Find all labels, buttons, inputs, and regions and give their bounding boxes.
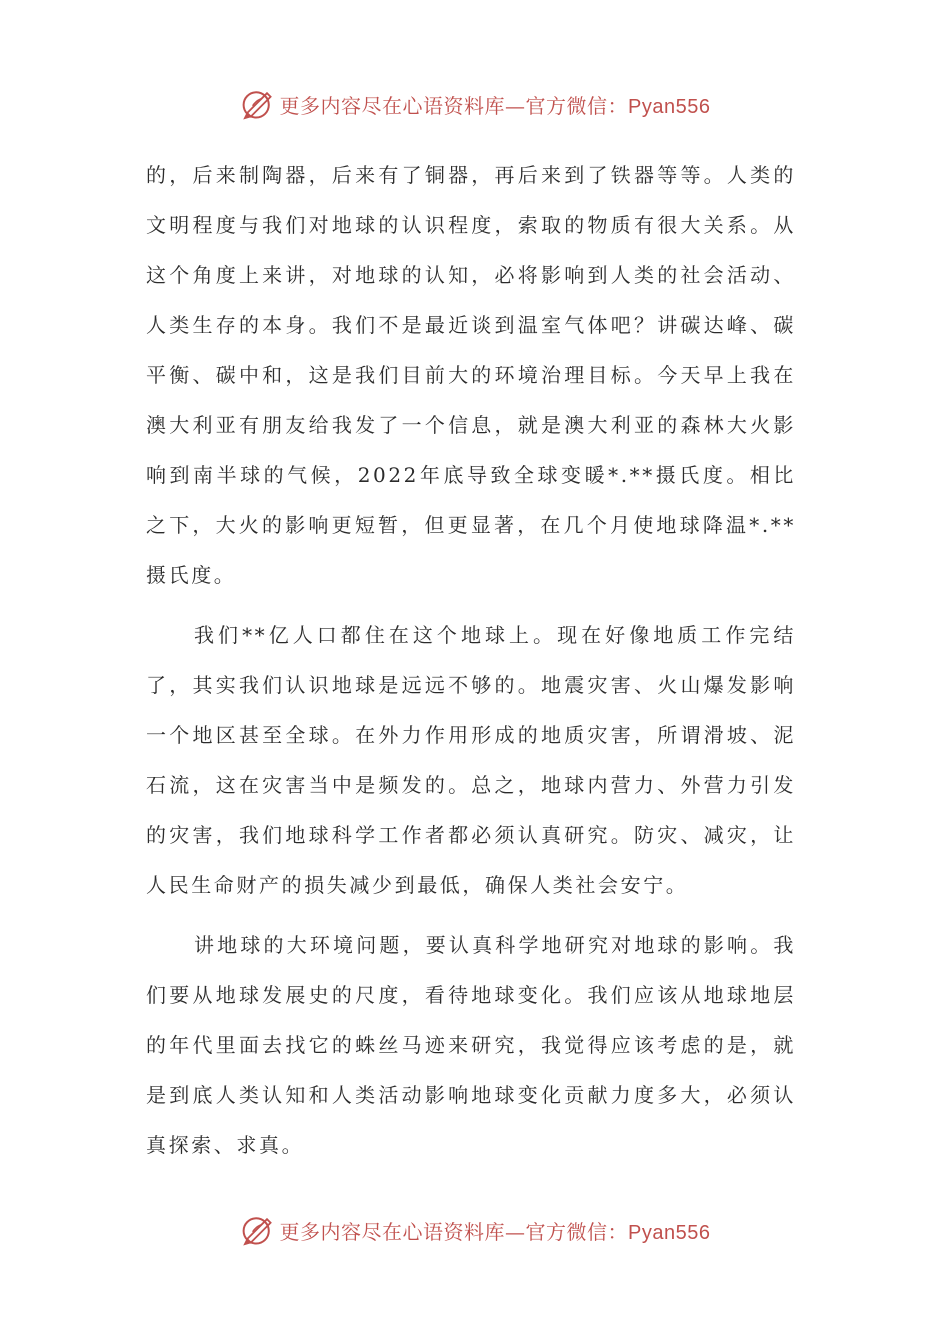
header-site-name: 更多内容尽在心语资料库 bbox=[279, 93, 506, 118]
paragraph-3: 讲地球的大环境问题，要认真科学地研究对地球的影响。我们要从地球发展史的尺度，看待地球变化。我们应该从地球地层的年代里面去找它的蛛丝马迹来研究，我觉得应该考虑的是，就是到底人类认知和人类活动影响地球变化贡献力度多大，必须认真探索、求真。 bbox=[146, 933, 796, 1157]
header-dash: — bbox=[505, 93, 526, 118]
paragraph-1: 的，后来制陶器，后来有了铜器，再后来到了铁器等等。人类的文明程度与我们对地球的认识程度，索取的物质有很大关系。从这个角度上来讲，对地球的认知，必将影响到人类的社会活动、人类生存的本身。我们不是最近谈到温室气体吧？讲碳达峰、碳平衡、碳中和，这是我们目前大的环境治理目标。今天早上我在澳大利亚有朋友给我发了一个信息，就是澳大利亚的森林大火影响到南半球的气候，2022年底导致全球变暖*.**摄氏度。相比之下，大火的影响更短暂，但更显著，在几个月使地球降温*.**摄氏度。 bbox=[146, 163, 796, 587]
header-banner bbox=[0, 82, 950, 126]
pen-logo-icon bbox=[240, 86, 276, 122]
document-body bbox=[146, 150, 796, 1170]
footer-wechat-label: 官方微信： bbox=[525, 1219, 629, 1244]
footer-text bbox=[280, 1216, 711, 1245]
pen-logo-icon bbox=[240, 1212, 276, 1248]
footer-wechat-id: Pyan556 bbox=[628, 1221, 711, 1244]
footer-banner bbox=[0, 1208, 950, 1252]
footer-dash: — bbox=[505, 1219, 526, 1244]
paragraph-2: 我们**亿人口都住在这个地球上。现在好像地质工作完结了，其实我们认识地球是远远不够的。地震灾害、火山爆发影响一个地区甚至全球。在外力作用形成的地质灾害，所谓滑坡、泥石流，这在灾害当中是频发的。总之，地球内营力、外营力引发的灾害，我们地球科学工作者都必须认真研究。防灾、减灾，让人民生命财产的损失减少到最低，确保人类社会安宁。 bbox=[146, 623, 796, 897]
header-wechat-id: Pyan556 bbox=[628, 95, 711, 118]
header-text bbox=[280, 90, 711, 119]
header-wechat-label: 官方微信： bbox=[525, 93, 629, 118]
footer-site-name: 更多内容尽在心语资料库 bbox=[279, 1219, 506, 1244]
